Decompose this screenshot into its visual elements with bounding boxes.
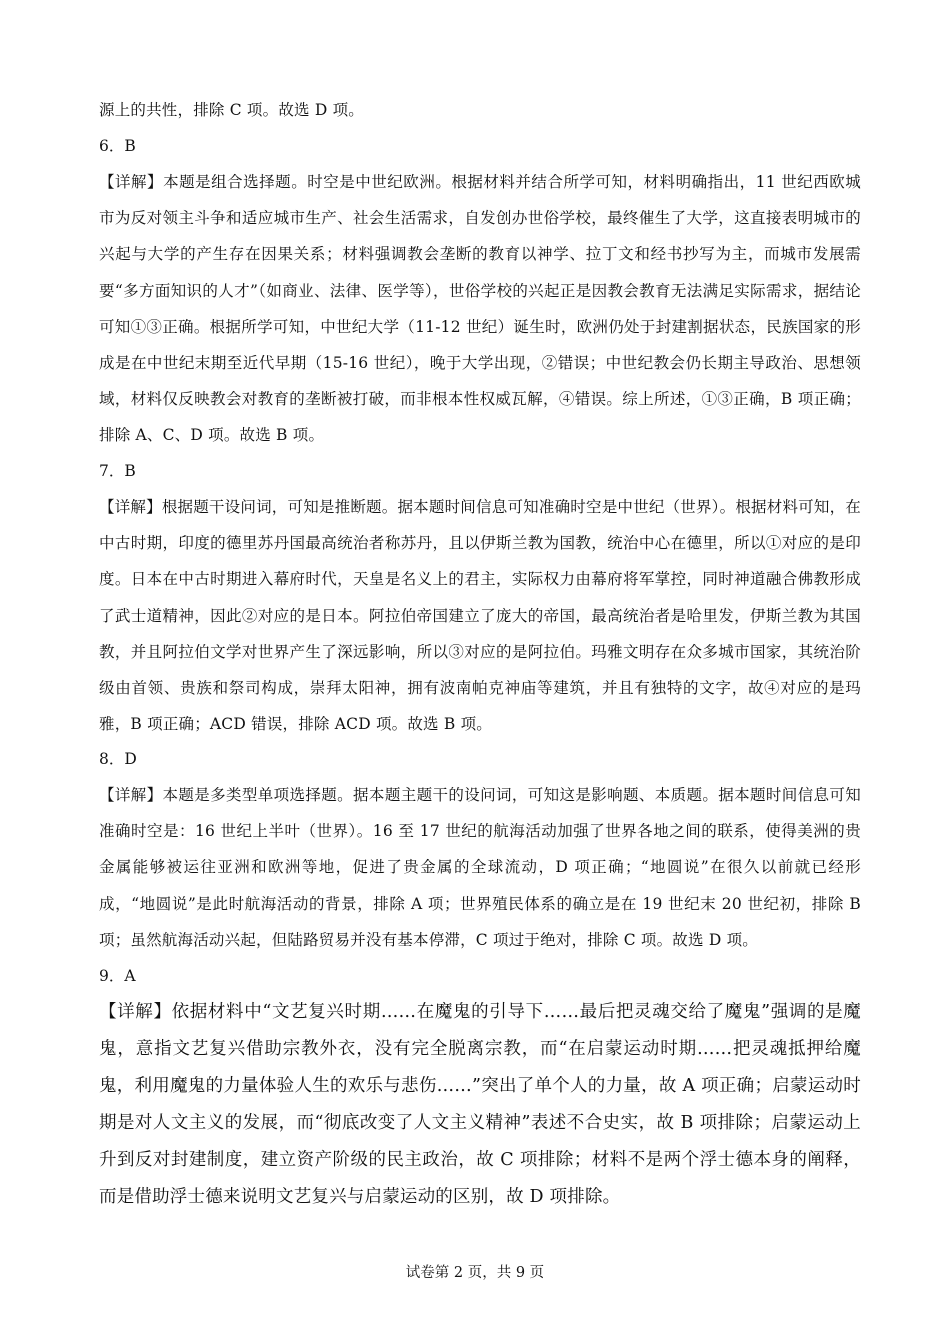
explanation-q8: 【详解】本题是多类型单项选择题。据本题主题干的设问词，可知这是影响题、本质题。据本题时间信息可知准确时空是：16 世纪上半叶（世界）。16 至 17 世纪的航海活动加强了世界各地之间的联系，使得美洲的贵金属能够被运往亚洲和欧洲等地，促进了贵金属的全球流动，D 项正确；“地圆说”在很久以前就已经形成，“地圆说”是此时航海活动的背景，排除 A 项；世界殖民体系的确立是在 19 世纪末 20 世纪初，排除 B 项；虽然航海活动兴起，但陆路贸易并没有基本停滞，C 项过于绝对，排除 C 项。故选 D 项。 xyxy=(99,786,861,949)
explanation-q6: 【详解】本题是组合选择题。时空是中世纪欧洲。根据材料并结合所学可知，材料明确指出，11 世纪西欧城市为反对领主斗争和适应城市生产、社会生活需求，自发创办世俗学校，最终催生了大学，这直接表明城市的兴起与大学的产生存在因果关系；材料强调教会垄断的教育以神学、拉丁文和经书抄写为主，而城市发展需要“多方面知识的人才”（如商业、法律、医学等），世俗学校的兴起正是因教会教育无法满足实际需求，据结论可知①③正确。根据所学可知，中世纪大学（11-12 世纪）诞生时，欧洲仍处于封建割据状态，民族国家的形成是在中世纪末期至近代早期（15-16 世纪），晚于大学出现，②错误；中世纪教会仍长期主导政治、思想领域，材料仅反映教会对教育的垄断被打破，而非根本性权威瓦解，④错误。综上所述，①③正确，B 项正确；排除 A、C、D 项。故选 B 项。 xyxy=(99,173,861,445)
question-number-7: 7．B xyxy=(99,462,136,480)
explanation-q9: 【详解】依据材料中“文艺复兴时期……在魔鬼的引导下……最后把灵魂交给了魔鬼”强调的是魔鬼，意指文艺复兴借助宗教外衣，没有完全脱离宗教，而“在启蒙运动时期……把灵魂抵押给魔鬼，利用魔鬼的力量体验人生的欢乐与悲伤……”突出了单个人的力量，故 A 项正确；启蒙运动时期是对人文主义的发展，而“彻底改变了人文主义精神”表述不合史实，故 B 项排除；启蒙运动上升到反对封建制度，建立资产阶级的民主政治，故 C 项排除；材料不是两个浮士德本身的阐释，而是借助浮士德来说明文艺复兴与启蒙运动的区别，故 D 项排除。 xyxy=(99,1002,861,1207)
page-footer: 试卷第 2 页，共 9 页 xyxy=(405,1265,545,1281)
explanation-q7: 【详解】根据题干设问词，可知是推断题。据本题时间信息可知准确时空是中世纪（世界）。根据材料可知，在中古时期，印度的德里苏丹国最高统治者称苏丹，且以伊斯兰教为国教，统治中心在德里，所以①对应的是印度。日本在中古时期进入幕府时代，天皇是名义上的君主，实际权力由幕府将军掌控，同时神道融合佛教形成了武士道精神，因此②对应的是日本。阿拉伯帝国建立了庞大的帝国，最高统治者是哈里发，伊斯兰教为其国教，并且阿拉伯文学对世界产生了深远影响，所以③对应的是阿拉伯。玛雅文明存在众多城市国家，其统治阶级由首领、贵族和祭司构成，崇拜太阳神，拥有波南帕克神庙等建筑，并且有独特的文字，故④对应的是玛雅，B 项正确；ACD 错误，排除 ACD 项。故选 B 项。 xyxy=(99,498,861,734)
question-number-6: 6．B xyxy=(99,137,136,155)
question-number-9: 9．A xyxy=(99,967,136,985)
question-number-8: 8．D xyxy=(99,750,137,768)
paragraph-q5-conclusion: 源上的共性，排除 C 项。故选 D 项。 xyxy=(99,101,364,119)
